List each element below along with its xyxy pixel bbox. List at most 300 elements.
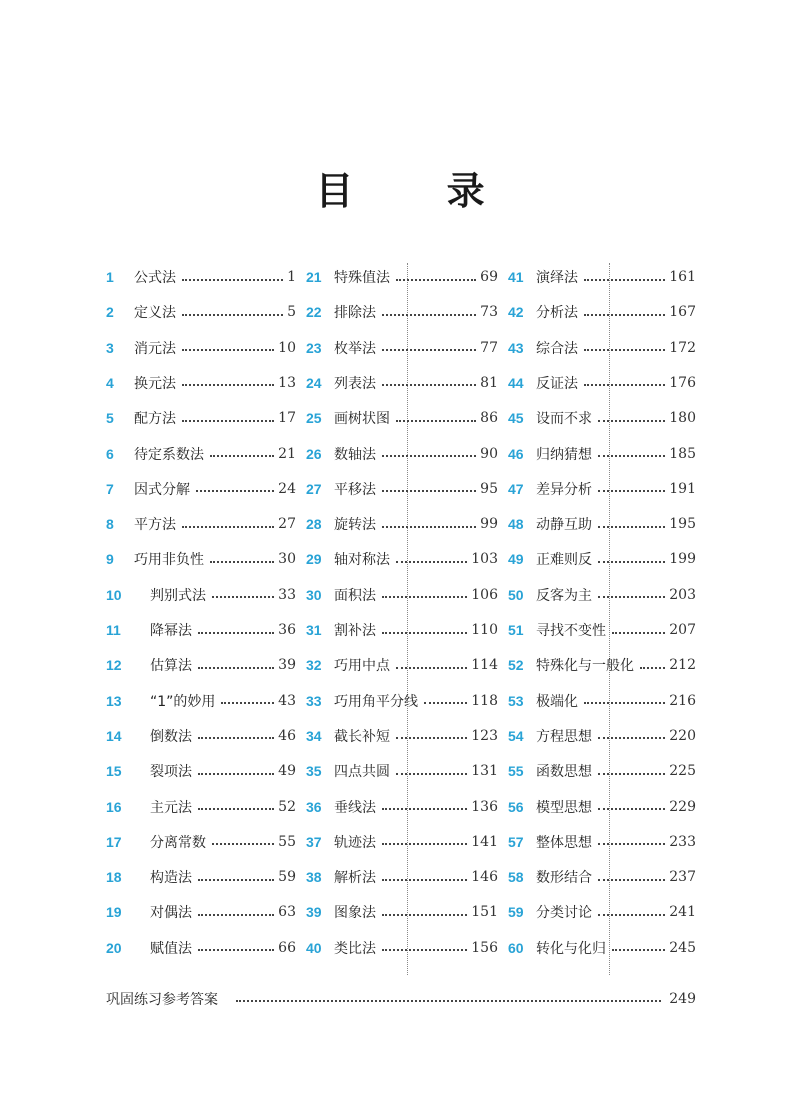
dot-leader [584,383,665,386]
toc-column-1 [106,259,296,969]
toc-entry[interactable] [106,294,296,330]
entry-title: 垂线法 [334,799,376,816]
entry-page-number: 33 [278,586,296,603]
entry-page-number: 69 [480,269,498,285]
entry-number: 7 [106,480,114,497]
toc-entry[interactable] [306,718,498,754]
toc-entry[interactable] [508,647,696,683]
dot-leader [198,913,274,916]
entry-title: 分析法 [536,305,578,322]
entry-page-number: 110 [471,622,498,638]
dot-leader [212,842,274,845]
dot-leader [382,913,467,916]
entry-number: 35 [306,763,322,780]
entry-title: 待定系数法 [134,446,204,463]
entry-number: 18 [106,869,122,886]
entry-number: 57 [508,833,524,850]
dot-leader [182,525,274,528]
dot-leader [612,948,665,951]
toc-entry[interactable] [306,400,498,436]
toc-entry[interactable] [508,859,696,895]
entry-number: 21 [306,269,322,285]
entry-title: 分离常数 [150,834,206,851]
dot-leader [382,948,467,951]
dot-leader [640,666,665,669]
dot-leader [182,383,274,386]
entry-page-number: 27 [278,516,296,533]
entry-page-number: 99 [480,516,498,533]
entry-number: 3 [106,339,114,356]
entry-number: 19 [106,904,122,921]
entry-page-number: 5 [287,304,296,321]
toc-entry[interactable] [508,789,696,825]
toc-entry[interactable] [306,647,498,683]
entry-title: 反证法 [536,375,578,392]
entry-number: 28 [306,516,322,533]
entry-number: 4 [106,374,114,391]
dot-leader [382,595,467,598]
dot-leader [598,842,665,845]
entry-number: 11 [106,622,121,638]
entry-page-number: 191 [669,480,696,497]
toc-entry[interactable] [508,894,696,930]
toc-entry[interactable] [306,436,498,472]
entry-title: 对偶法 [150,905,192,922]
dot-leader [424,701,467,704]
entry-number: 31 [306,622,322,638]
toc-entry[interactable] [106,930,296,966]
toc-column-2 [306,259,498,969]
toc-entry[interactable] [106,471,296,507]
entry-number: 38 [306,869,322,886]
entry-page-number: 49 [278,763,296,780]
entry-number: 20 [106,939,122,956]
entry-page-number: 24 [278,480,296,497]
entry-number: 56 [508,798,524,815]
dot-leader [598,560,665,563]
entry-title: 方程思想 [536,728,592,745]
entry-number: 5 [106,410,114,427]
entry-title: 降幂法 [150,623,192,639]
entry-title: 定义法 [134,305,176,322]
entry-number: 39 [306,904,322,921]
entry-page-number: 131 [471,763,498,780]
entry-page-number: 199 [669,551,696,568]
entry-page-number: 203 [669,586,696,603]
toc-entry[interactable] [508,753,696,789]
entry-title: 分类讨论 [536,905,592,922]
dot-leader [598,772,665,775]
entry-title: 面积法 [334,587,376,604]
dot-leader [236,1000,661,1002]
entry-title: 估算法 [150,658,192,675]
entry-number: 32 [306,657,322,674]
toc-entry[interactable] [508,436,696,472]
entry-title: 函数思想 [536,764,592,781]
entry-page-number: 220 [669,727,696,744]
entry-page-number: 245 [669,939,696,956]
entry-title: 主元法 [150,799,192,816]
entry-page-number: 212 [669,657,696,674]
entry-title: 综合法 [536,340,578,357]
entry-number: 45 [508,410,524,427]
entry-number: 1 [106,269,114,285]
dot-leader [198,772,274,775]
entry-title: 公式法 [134,270,176,286]
toc-entry[interactable] [306,683,498,719]
entry-page-number: 207 [669,622,696,638]
dot-leader [382,313,476,316]
entry-page-number: 172 [669,339,696,356]
entry-title: 演绎法 [536,270,578,286]
toc-entry[interactable] [306,612,498,648]
toc-entry[interactable] [106,541,296,577]
entry-title: 特殊值法 [334,270,390,286]
dot-leader [396,772,467,775]
toc-entry[interactable] [106,577,296,613]
entry-page-number: 185 [669,445,696,462]
entry-number: 58 [508,869,524,886]
entry-title: 巧用中点 [334,658,390,675]
entry-page-number: 1 [287,269,296,285]
answers-title: 巩固练习参考答案 [106,992,218,1008]
entry-number: 8 [106,516,114,533]
entry-number: 60 [508,939,524,956]
entry-title: 转化与化归 [536,940,606,957]
entry-page-number: 176 [669,374,696,391]
entry-number: 37 [306,833,322,850]
entry-page-number: 66 [278,939,296,956]
entry-page-number: 39 [278,657,296,674]
toc-entry[interactable] [106,753,296,789]
dot-leader [182,348,274,351]
dot-leader [196,489,274,492]
toc-entry[interactable] [106,400,296,436]
entry-page-number: 10 [278,339,296,356]
entry-title: 判别式法 [150,587,206,604]
dot-leader [598,454,665,457]
dot-leader [198,948,274,951]
entry-number: 59 [508,904,524,921]
page-title: 目 录 [315,168,525,213]
entry-page-number: 241 [669,904,696,921]
entry-page-number: 118 [471,692,498,709]
toc-entry[interactable] [106,647,296,683]
toc-entry[interactable] [508,718,696,754]
entry-number: 47 [508,480,524,497]
entry-title: 平方法 [134,517,176,534]
toc-column-3 [508,259,696,969]
entry-page-number: 167 [669,304,696,321]
dot-leader [212,595,274,598]
entry-number: 33 [306,692,322,709]
entry-page-number: 114 [471,657,498,674]
toc-entry[interactable] [106,612,296,648]
entry-number: 36 [306,798,322,815]
entry-number: 34 [306,727,322,744]
entry-title: 赋值法 [150,940,192,957]
toc-entry[interactable] [306,894,498,930]
toc-entry[interactable] [106,259,296,295]
toc-entry[interactable] [508,541,696,577]
entry-page-number: 146 [471,869,498,886]
dot-leader [598,595,665,598]
entry-number: 17 [106,833,122,850]
entry-page-number: 59 [278,869,296,886]
dot-leader [584,348,665,351]
entry-page-number: 21 [278,445,296,462]
entry-title: 轨迹法 [334,834,376,851]
dot-leader [598,736,665,739]
toc-entry[interactable] [508,506,696,542]
toc-entry[interactable] [106,718,296,754]
entry-page-number: 136 [471,798,498,815]
dot-leader [182,313,283,316]
toc-entry[interactable] [508,471,696,507]
entry-page-number: 233 [669,833,696,850]
dot-leader [382,489,476,492]
dot-leader [598,525,665,528]
entry-page-number: 63 [278,904,296,921]
toc-entry[interactable] [306,471,498,507]
dot-leader [612,631,665,634]
toc-entry[interactable] [508,365,696,401]
dot-leader [198,666,274,669]
entry-number: 10 [106,586,122,603]
toc-entry[interactable] [106,436,296,472]
entry-title: 寻找不变性 [536,623,606,639]
dot-leader [598,807,665,810]
entry-title: 极端化 [536,693,578,710]
toc-entry[interactable] [306,259,498,295]
dot-leader [598,878,665,881]
entry-number: 43 [508,339,524,356]
entry-number: 22 [306,304,322,321]
answers-page-number: 249 [669,991,696,1007]
toc-entry[interactable] [106,859,296,895]
entry-page-number: 17 [278,410,296,427]
toc-entry[interactable] [508,330,696,366]
entry-title: 四点共圆 [334,764,390,781]
entry-page-number: 161 [669,269,696,285]
entry-title: 图象法 [334,905,376,922]
toc-entry[interactable] [508,824,696,860]
toc-entry[interactable] [306,824,498,860]
dot-leader [382,878,467,881]
entry-title: 特殊化与一般化 [536,658,634,675]
toc-entry[interactable] [306,330,498,366]
entry-page-number: 229 [669,798,696,815]
toc-entry[interactable] [106,683,296,719]
toc-entry[interactable] [306,753,498,789]
toc-entry[interactable] [508,683,696,719]
entry-title: 消元法 [134,340,176,357]
dot-leader [382,383,476,386]
entry-title: 反客为主 [536,587,592,604]
entry-number: 44 [508,374,524,391]
entry-title: 动静互助 [536,517,592,534]
entry-number: 12 [106,657,122,674]
entry-title: 列表法 [334,375,376,392]
entry-title: 模型思想 [536,799,592,816]
dot-leader [396,666,467,669]
dot-leader [210,454,274,457]
toc-entry[interactable] [306,930,498,966]
toc-entry[interactable] [106,365,296,401]
entry-page-number: 216 [669,692,696,709]
entry-title: 画树状图 [334,411,390,428]
entry-number: 49 [508,551,524,568]
entry-page-number: 43 [278,692,296,709]
entry-number: 24 [306,374,322,391]
dot-leader [382,807,467,810]
entry-number: 27 [306,480,322,497]
entry-title: 巧用非负性 [134,552,204,569]
toc-entry[interactable] [508,259,696,295]
toc-entry[interactable] [508,930,696,966]
dot-leader [198,878,274,881]
entry-title: 平移法 [334,481,376,498]
entry-title: 枚举法 [334,340,376,357]
dot-leader [396,560,467,563]
toc-entry[interactable] [306,541,498,577]
toc-entry[interactable] [106,789,296,825]
toc-entry[interactable] [508,294,696,330]
entry-title: 换元法 [134,375,176,392]
entry-title: 构造法 [150,870,192,887]
entry-number: 42 [508,304,524,321]
entry-page-number: 52 [278,798,296,815]
entry-page-number: 95 [480,480,498,497]
entry-page-number: 36 [278,622,296,638]
entry-number: 41 [508,269,524,285]
entry-title: 截长补短 [334,728,390,745]
entry-page-number: 13 [278,374,296,391]
toc-entry[interactable] [106,824,296,860]
entry-number: 25 [306,410,322,427]
dot-leader [598,489,665,492]
entry-page-number: 46 [278,727,296,744]
entry-page-number: 151 [471,904,498,921]
entry-title: 巧用角平分线 [334,693,418,710]
entry-number: 51 [508,622,524,638]
toc-entry[interactable] [306,577,498,613]
entry-title: 设而不求 [536,411,592,428]
dot-leader [598,419,665,422]
entry-number: 13 [106,692,122,709]
toc-entry[interactable] [106,894,296,930]
dot-leader [198,807,274,810]
dot-leader [382,525,476,528]
dot-leader [382,348,476,351]
entry-number: 26 [306,445,322,462]
entry-number: 54 [508,727,524,744]
entry-title: 裂项法 [150,764,192,781]
entry-page-number: 123 [471,727,498,744]
table-of-contents [106,259,696,969]
entry-number: 40 [306,939,322,956]
entry-number: 52 [508,657,524,674]
entry-number: 48 [508,516,524,533]
entry-title: “1”的妙用 [150,693,216,710]
entry-page-number: 237 [669,869,696,886]
entry-title: 整体思想 [536,834,592,851]
entry-page-number: 103 [471,551,498,568]
entry-number: 14 [106,727,122,744]
entry-number: 2 [106,304,114,321]
dot-leader [584,313,665,316]
toc-entry[interactable] [106,330,296,366]
toc-entry[interactable] [508,400,696,436]
entry-page-number: 86 [480,410,498,427]
entry-title: 旋转法 [334,517,376,534]
entry-page-number: 141 [471,833,498,850]
entry-page-number: 195 [669,516,696,533]
entry-title: 差异分析 [536,481,592,498]
toc-entry[interactable] [306,294,498,330]
entry-number: 46 [508,445,524,462]
entry-title: 轴对称法 [334,552,390,569]
dot-leader [584,278,665,281]
entry-title: 数轴法 [334,446,376,463]
toc-entry[interactable] [306,859,498,895]
toc-entry[interactable] [106,506,296,542]
toc-entry[interactable] [508,577,696,613]
entry-number: 29 [306,551,322,568]
answers-entry[interactable] [106,986,696,1012]
entry-number: 23 [306,339,322,356]
entry-page-number: 77 [480,339,498,356]
dot-leader [396,278,476,281]
dot-leader [382,842,467,845]
entry-number: 50 [508,586,524,603]
entry-number: 9 [106,551,114,568]
entry-title: 配方法 [134,411,176,428]
toc-entry[interactable] [508,612,696,648]
entry-title: 排除法 [334,305,376,322]
dot-leader [396,736,467,739]
entry-title: 归纳猜想 [536,446,592,463]
entry-title: 数形结合 [536,870,592,887]
entry-number: 30 [306,586,322,603]
dot-leader [182,278,283,281]
dot-leader [182,419,274,422]
entry-title: 割补法 [334,623,376,639]
entry-title: 解析法 [334,870,376,887]
dot-leader [221,701,274,704]
dot-leader [396,419,476,422]
entry-number: 6 [106,445,114,462]
entry-number: 55 [508,763,524,780]
entry-number: 15 [106,763,122,780]
entry-number: 16 [106,798,122,815]
toc-entry[interactable] [306,789,498,825]
dot-leader [382,454,476,457]
dot-leader [210,560,274,563]
entry-title: 类比法 [334,940,376,957]
entry-page-number: 106 [471,586,498,603]
dot-leader [198,736,274,739]
toc-entry[interactable] [306,506,498,542]
entry-title: 因式分解 [134,481,190,498]
entry-page-number: 180 [669,410,696,427]
entry-title: 正难则反 [536,552,592,569]
dot-leader [598,913,665,916]
toc-entry[interactable] [306,365,498,401]
dot-leader [198,631,274,634]
entry-page-number: 90 [480,445,498,462]
entry-title: 倒数法 [150,728,192,745]
